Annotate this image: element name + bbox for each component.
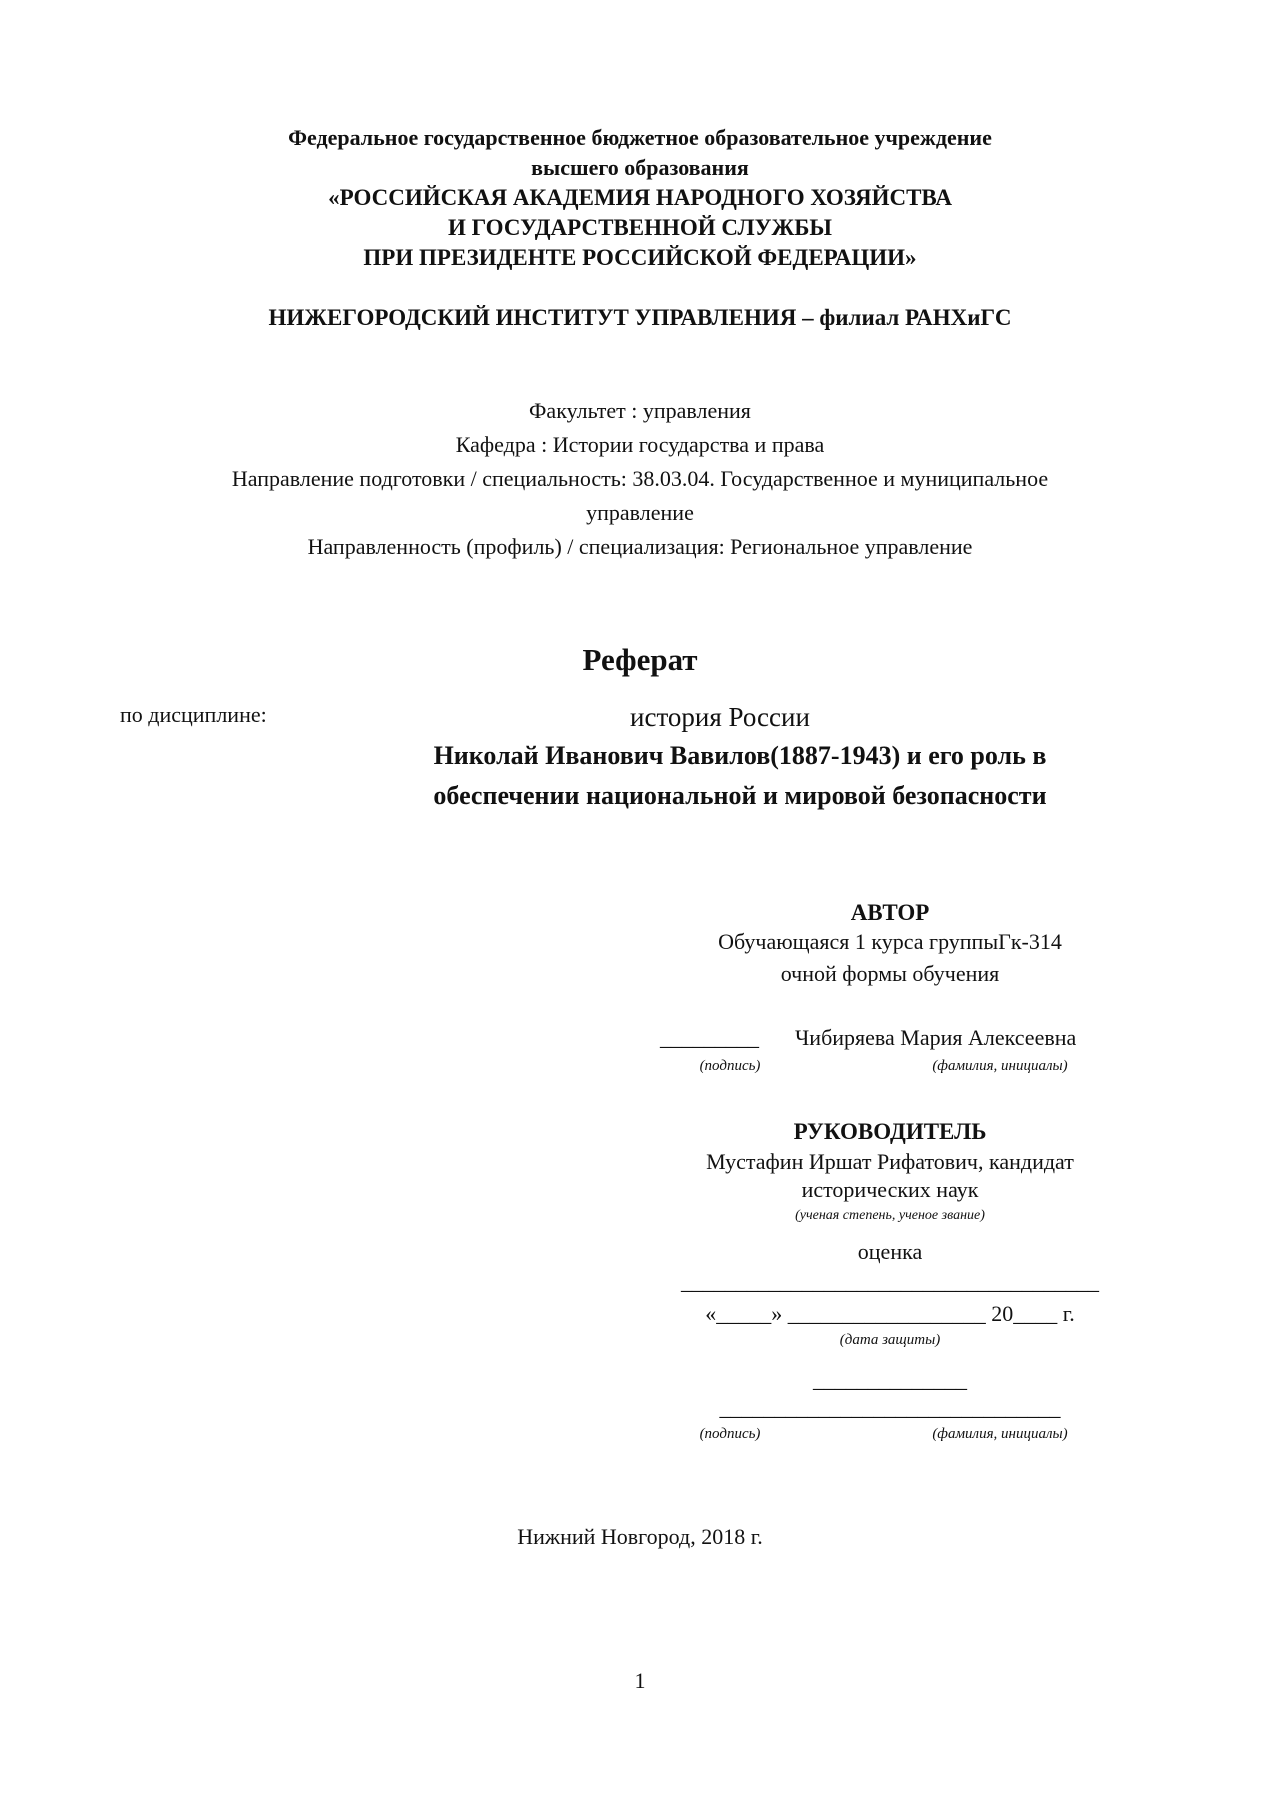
discipline: история России	[630, 702, 810, 732]
page-number: 1	[634, 1668, 646, 1693]
supervisor-line-2: исторических наук	[801, 1177, 979, 1202]
defense-date-line: «_____» __________________ 20____ г.	[705, 1301, 1075, 1326]
direction-line-2: управление	[586, 500, 694, 525]
faculty: Факультет : управления	[529, 398, 751, 423]
discipline-label: по дисциплине:	[120, 702, 267, 727]
work-type: Реферат	[582, 642, 698, 677]
author-signature-blank: _________	[660, 1025, 759, 1050]
grade-label: оценка	[857, 1239, 923, 1264]
supervisor-line-1: Мустафин Иршат Рифатович, кандидат	[706, 1149, 1074, 1174]
author-name: Чибиряева Мария Алексеевна	[795, 1025, 1077, 1050]
long-signature-blank: _______________________________	[719, 1395, 1061, 1420]
short-signature-blank: ______________	[813, 1367, 967, 1392]
direction-line-1: Направление подготовки / специальность: 38.03.04. Государственное и муниципальное	[231, 466, 1049, 491]
topic-line-1: Николай Иванович Вавилов(1887-1943) и его роль в	[433, 741, 1047, 770]
city-year: Нижний Новгород, 2018 г.	[517, 1524, 763, 1549]
org-line-3: «РОССИЙСКАЯ АКАДЕМИЯ НАРОДНОГО ХОЗЯЙСТВА	[328, 185, 952, 210]
supervisor-name-caption: (фамилия, инициалы)	[932, 1426, 1068, 1442]
grade-blank: ______________________________________	[681, 1269, 1099, 1294]
org-line-4: И ГОСУДАРСТВЕННОЙ СЛУЖБЫ	[447, 215, 833, 240]
topic-line-2: обеспечении национальной и мировой безопасности	[433, 781, 1047, 810]
defense-date-caption: (дата защиты)	[839, 1332, 941, 1348]
institute-name: НИЖЕГОРОДСКИЙ ИНСТИТУТ УПРАВЛЕНИЯ – филиал РАНХиГС	[268, 305, 1012, 330]
author-signature-caption: (подпись)	[699, 1058, 761, 1074]
org-line-5: ПРИ ПРЕЗИДЕНТЕ РОССИЙСКОЙ ФЕДЕРАЦИИ»	[363, 245, 917, 270]
degree-caption: (ученая степень, ученое звание)	[795, 1208, 985, 1223]
profile: Направленность (профиль) / специализация: Региональное управление	[307, 534, 973, 559]
department: Кафедра : Истории государства и права	[455, 432, 825, 457]
author-line-2: очной формы обучения	[780, 961, 1000, 986]
supervisor-signature-caption: (подпись)	[699, 1426, 761, 1442]
org-line-1: Федеральное государственное бюджетное образовательное учреждение	[288, 125, 992, 150]
author-line-1: Обучающаяся 1 курса группыГк-314	[718, 929, 1062, 954]
author-name-caption: (фамилия, инициалы)	[932, 1058, 1068, 1074]
author-heading: АВТОР	[850, 900, 930, 925]
org-line-2: высшего образования	[531, 155, 749, 180]
supervisor-heading: РУКОВОДИТЕЛЬ	[793, 1119, 987, 1144]
